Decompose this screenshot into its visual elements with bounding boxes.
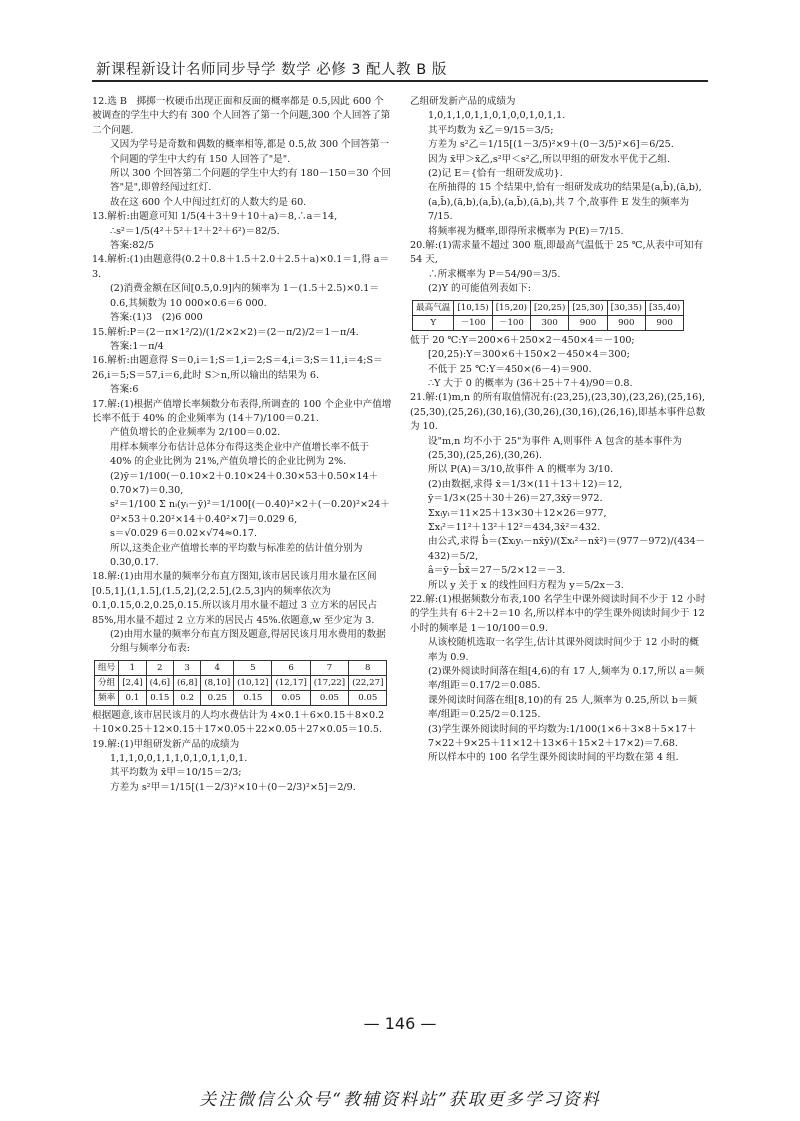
answer-line: 所以 y 关于 x 的线性回归方程为 y＝5/2x－3. [428, 579, 624, 591]
answer-line: 20.解:(1)需求量不超过 300 瓶,即最高气温低于 25 ℃,从表中可知有 54 天, [410, 240, 704, 266]
left-column [92, 95, 392, 795]
answer-line: 其平均数为 x̄甲＝10/15＝2/3; [110, 767, 242, 779]
footer-note: 关注微信公众号“教辅资料站”获取更多学习资料 [199, 1090, 601, 1110]
answer-21 [410, 391, 708, 593]
answer-line: (2)消费金额在区间[0.5,0.9]内的频率为 1－(1.5＋2.5)×0.1＝0.6,其频数为 10 000×0.6＝6 000. [110, 283, 379, 309]
answer-18-part2 [92, 709, 392, 738]
answer-line: 22.解:(1)根据频数分布表,100 名学生中课外阅读时间不少于 12 小时的学生共有 6＋2＋2＝10 名,所以样本中的学生课外阅读时间少于 12 小时的频率是 1－10/100＝0.9. [410, 594, 706, 634]
answer-line: 方差为 s²乙＝1/15[(1－3/5)²×9＋(0－3/5)²×6]＝6/25. [428, 139, 674, 151]
answer-line: 因为 x̄甲＞x̄乙,s²甲＜s²乙,所以甲组的研发水平优于乙组. [428, 153, 671, 165]
answer-line: 在所抽得的 15 个结果中,恰有一组研发成功的结果是(a,b̄),(ā,b),(a,b̄),(ā,b),(a,b̄),(a,b̄),(ā,b),共 7 个,故事件 E 发生的频率为 7/15. [428, 182, 702, 223]
table-cell: 0.2 [173, 690, 200, 705]
answer-line: 1,1,1,0,0,1,1,1,0,1,0,1,1,0,1. [110, 753, 248, 765]
table-row [413, 315, 684, 330]
table-cell: [25,30) [569, 300, 607, 315]
table-cell: 0.1 [119, 690, 146, 705]
answer-line: 方差为 s²甲＝1/15[(1－2/3)²×10＋(0－2/3)²×5]＝2/9. [110, 781, 356, 793]
header-rule [92, 80, 708, 82]
table-cell: [20,25) [531, 300, 569, 315]
table-cell: 0.05 [349, 690, 387, 705]
answer-13 [92, 210, 392, 253]
table-cell: 0.05 [272, 690, 310, 705]
table-cell: [15,20) [492, 300, 530, 315]
answer-line: (2)ȳ＝1/100(－0.10×2＋0.10×24＋0.30×53＋0.50×14＋0.70×7)＝0.30, [110, 470, 379, 496]
table-cell: 0.15 [146, 690, 173, 705]
answer-line: s＝√0.029 6＝0.02×√74≈0.17. [110, 528, 258, 540]
table-row [95, 660, 387, 675]
right-column [410, 95, 708, 766]
table-cell: 900 [569, 315, 607, 330]
answer-line: ∴Y 大于 0 的概率为 (36＋25＋7＋4)/90＝0.8. [428, 377, 633, 389]
answer-line: 不低于 25 ℃:Y＝450×(6－4)＝900. [428, 363, 592, 375]
answer-14 [92, 253, 392, 325]
answer-line: 用样本频率分布估计总体分布得这类企业中产值增长率不低于 40% 的企业比例为 21%,产值负增长的企业比例为 2%. [110, 441, 370, 468]
table-cell: 7 [310, 660, 348, 675]
answer-line: 14.解析:(1)由题意得(0.2＋0.8＋1.5＋2.0＋2.5＋a)×0.1＝1,得 a＝3. [92, 254, 390, 280]
table-cell: 5 [234, 660, 272, 675]
answer-16 [92, 354, 392, 397]
table-cell: 4 [201, 660, 234, 675]
answer-line: 从该校随机选取一名学生,估计其课外阅读时间少于 12 小时的概率为 0.9. [428, 637, 699, 663]
table-cell: (22,27] [349, 675, 387, 690]
answer-line: 产值负增长的企业频率为 2/100＝0.02. [110, 427, 281, 439]
answer-line: 根据题意,该市居民该月的人均水费估计为 4×0.1＋6×0.15＋8×0.2＋10×0.25＋12×0.15＋17×0.05＋22×0.05＋27×0.05＝10.5. [92, 709, 385, 736]
water-fee-table [94, 660, 387, 706]
answer-line: 低于 20 ℃:Y＝200×6＋250×2－450×4＝－100; [410, 334, 635, 346]
answer-line: â＝ȳ－b̂x̄＝27－5/2×12＝－3. [428, 565, 566, 577]
answer-line: 1,0,1,1,0,1,1,0,1,0,0,1,0,1,1. [428, 110, 566, 122]
table-cell: －100 [492, 315, 530, 330]
table-cell: (12,17] [272, 675, 310, 690]
table-cell: 分组 [95, 675, 119, 690]
answer-line: 由公式,求得 b̂＝(Σxᵢyᵢ－nx̄ȳ)/(Σxᵢ²－nx̄²)＝(977－972)/(434－432)＝5/2, [428, 536, 706, 562]
page-number: — 146 — [363, 1014, 437, 1033]
answer-line: s²＝1/100 Σ nᵢ(yᵢ－ȳ)²＝1/100[(－0.40)²×2＋(－0.20)²×24＋0²×53＋0.20²×14＋0.40²×7]＝0.029 6, [110, 499, 390, 525]
answer-line: ȳ＝1/3×(25＋30＋26)＝27,3x̄ȳ＝972. [428, 493, 603, 505]
table-cell: 频率 [95, 690, 119, 705]
table-row [95, 675, 387, 690]
answer-20-part1 [410, 239, 708, 297]
table-cell: (4,6] [146, 675, 173, 690]
answer-line: 18.解:(1)由用水量的频率分布直方图知,该市居民该月用水量在区间[0.5,1],(1,1.5],(1.5,2],(2,2.5],(2.5,3]内的频率依次为 0.1,0.15,0.2,0.25,0.15.所以该月用水量不超过 3 立方米的居民占 85%,用水量不超过 2 立方米的居民占 45%.依题意,w 至少定为 3. [92, 571, 378, 626]
answer-line: 故在这 600 个人中闯过红灯的人数大约是 60. [110, 196, 307, 208]
table-cell: (17,22] [310, 675, 348, 690]
table-cell: 1 [119, 660, 146, 675]
table-cell: －100 [454, 315, 492, 330]
answer-line: ∴所求概率为 P＝54/90＝3/5. [428, 268, 561, 280]
answer-line: (2)由用水量的频率分布直方图及题意,得居民该月用水费用的数据分组与频率分布表: [110, 629, 386, 655]
answer-line: (2)Y 的可能值列表如下: [428, 283, 531, 295]
answer-line: 答案:1－π/4 [110, 340, 164, 352]
answer-line: (2)记 E＝{恰有一组研发成功}. [428, 168, 563, 180]
answer-15 [92, 326, 392, 355]
answer-17 [92, 398, 392, 571]
table-cell: (10,12] [234, 675, 272, 690]
table-cell: (6,8] [173, 675, 200, 690]
answer-line: 设"m,n 均不小于 25"为事件 A,则事件 A 包含的基本事件为(25,30),(25,26),(30,26). [428, 435, 682, 461]
table-cell: 0.15 [234, 690, 272, 705]
answer-line: 答案:(1)3 (2)6 000 [110, 312, 203, 324]
answer-line: 12.选 B 掷掷一枚硬币出现正面和反面的概率都是 0.5,因此 600 个被调查的学生中大约有 300 个人回答了第一个问题,300 个人回答了第二个问题. [92, 96, 391, 136]
answer-line: (2)课外阅读时间落在组[4,6)的有 17 人,频率为 0.17,所以 a＝频率/组距＝0.17/2＝0.085. [428, 666, 705, 692]
table-cell: [30,35) [607, 300, 645, 315]
answer-12 [92, 95, 392, 210]
answer-line: 课外阅读时间落在组[8,10)的有 25 人,频率为 0.25,所以 b＝频率/组距＝0.25/2＝0.125. [428, 694, 698, 721]
answer-line: 答案:6 [110, 384, 139, 396]
answer-18-part1 [92, 570, 392, 656]
answer-line: 所以 P(A)＝3/10,故事件 A 的概率为 3/10. [428, 464, 614, 476]
answer-line: Σxᵢyᵢ＝11×25＋13×30＋12×26＝977, [428, 507, 607, 519]
answer-line: 所以 300 个回答第二个问题的学生中大约有 180－150＝30 个回答"是",即曾经闯过红灯. [110, 168, 391, 194]
answer-line: 所以样本中的 100 名学生课外阅读时间的平均数在第 4 组. [428, 752, 679, 764]
answer-line: 乙组研发新产品的成绩为 [410, 96, 516, 107]
table-cell: 6 [272, 660, 310, 675]
answer-line: 又因为学号是奇数和偶数的概率相等,都是 0.5,故 300 个回答第一个问题的学生中大约有 150 人回答了"是". [110, 139, 390, 165]
table-cell: 组号 [95, 660, 119, 675]
answer-line: 其平均数为 x̄乙＝9/15＝3/5; [428, 124, 554, 136]
temperature-profit-table [412, 300, 684, 331]
answer-19-continued [410, 95, 708, 239]
table-cell: [10,15) [454, 300, 492, 315]
answer-line: 所以,这类企业产值增长率的平均数与标准差的估计值分别为 0.30,0.17. [110, 542, 363, 568]
answer-19 [92, 738, 392, 796]
table-cell: 最高气温 [413, 300, 454, 315]
table-cell: (8,10] [201, 675, 234, 690]
table-cell: 3 [173, 660, 200, 675]
answer-line: 19.解:(1)甲组研发新产品的成绩为 [92, 738, 240, 750]
answer-line: [20,25):Y＝300×6＋150×2－450×4＝300; [428, 349, 630, 361]
answer-line: Σxᵢ²＝11²＋13²＋12²＝434,3x̄²＝432. [428, 521, 601, 533]
answer-20-part2 [410, 334, 708, 392]
table-cell: 900 [607, 315, 645, 330]
table-cell: [35,40) [645, 300, 683, 315]
table-cell: 0.05 [310, 690, 348, 705]
answer-22 [410, 593, 708, 766]
answer-line: (2)由数据,求得 x̄＝1/3×(11＋13＋12)＝12, [428, 478, 623, 490]
table-cell: 300 [531, 315, 569, 330]
table-row [95, 690, 387, 705]
table-row [413, 300, 684, 315]
answer-line: (3)学生课外阅读时间的平均数为:1/100(1×6＋3×8＋5×17＋7×22＋9×25＋11×12＋13×6＋15×2＋17×2)＝7.68. [428, 723, 697, 750]
answer-line: 13.解析:由题意可知 1/5(4＋3＋9＋10＋a)＝8,∴a＝14, [92, 211, 338, 223]
running-header: 新课程新设计名师同步导学 数学 必修 3 配人教 B 版 [96, 62, 447, 78]
table-cell: 0.25 [201, 690, 234, 705]
answer-line: 将频率视为概率,即得所求概率为 P(E)＝7/15. [428, 225, 624, 237]
table-cell: 2 [146, 660, 173, 675]
table-cell: Y [413, 315, 454, 330]
table-cell: 8 [349, 660, 387, 675]
answer-line: 答案:82/5 [110, 240, 154, 252]
answer-line: ∴s²＝1/5(4²＋5²＋1²＋2²＋6²)＝82/5. [110, 225, 280, 237]
table-cell: 900 [645, 315, 683, 330]
answer-line: 16.解析:由题意得 S＝0,i＝1;S＝1,i＝2;S＝4,i＝3;S＝11,i＝4;S＝26,i＝5;S＝57,i＝6,此时 S＞n,所以输出的结果为 6. [92, 355, 383, 381]
answer-line: 21.解:(1)m,n 的所有取值情况有:(23,25),(23,30),(23,26),(25,16),(25,30),(25,26),(30,16),(30,26),(30,16),(26,16),即基本事件总数为 10. [410, 392, 706, 433]
table-cell: [2,4] [119, 675, 146, 690]
answer-line: 17.解:(1)根据产值增长率频数分布表得,所调查的 100 个企业中产值增长率不低于 40% 的企业频率为 (14＋7)/100＝0.21. [92, 398, 392, 424]
answer-line: 15.解析:P＝(2－π×1²/2)/(1/2×2×2)＝(2－π/2)/2＝1－π/4. [92, 326, 359, 338]
